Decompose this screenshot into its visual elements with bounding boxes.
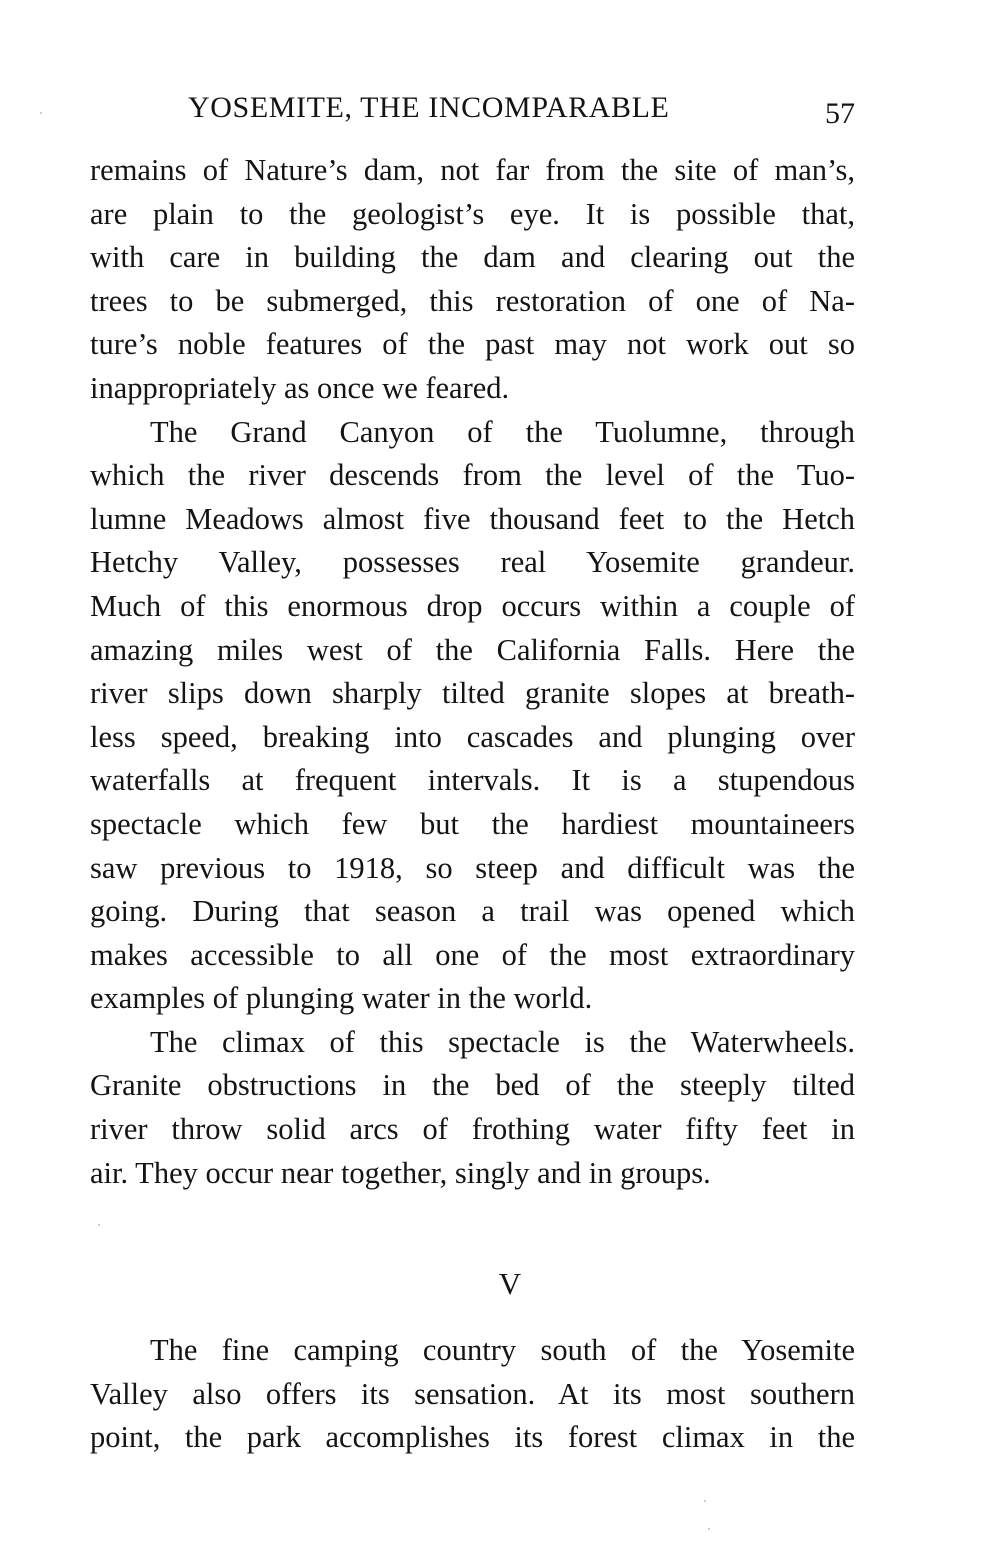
scan-speck <box>708 1528 710 1530</box>
page-number: 57 <box>825 97 855 130</box>
running-head <box>90 86 855 130</box>
text-line: The Grand Canyon of the Tuolumne, through <box>150 414 855 449</box>
text-line: point, the park accomplishes its forest climax in the <box>90 1420 855 1455</box>
text-line: makes accessible to all one of the most extraordinary <box>90 937 855 972</box>
text-line: amazing miles west of the California Falls. Here the <box>90 632 855 667</box>
text-line: which the river descends from the level of the Tuo- <box>90 458 855 493</box>
text-line: spectacle which few but the hardiest mountaineers <box>90 806 855 841</box>
paragraph-camping-country <box>90 1329 855 1460</box>
text-line: with care in building the dam and clearing out the <box>90 240 855 275</box>
running-title: YOSEMITE, THE INCOMPARABLE <box>188 91 670 124</box>
paragraph-waterwheels <box>90 1021 855 1195</box>
text-line: Valley also offers its sensation. At its most southern <box>90 1376 855 1411</box>
scan-speck <box>40 112 42 114</box>
text-line: Hetchy Valley, possesses real Yosemite grandeur. <box>90 545 855 580</box>
section-heading: V <box>498 1266 522 1301</box>
text-line: ture’s noble features of the past may not work out so <box>90 327 855 362</box>
text-line: examples of plunging water in the world. <box>90 981 593 1016</box>
text-line: remains of Nature’s dam, not far from the site of man’s, <box>90 153 855 187</box>
text-line: are plain to the geologist’s eye. It is possible that, <box>90 196 855 231</box>
body-text <box>90 149 855 1195</box>
scan-speck <box>704 1500 706 1502</box>
scan-speck <box>98 1224 100 1226</box>
paragraph-grand-canyon <box>90 411 855 1021</box>
text-line: less speed, breaking into cascades and plunging over <box>90 719 855 754</box>
text-line: Much of this enormous drop occurs within a couple of <box>90 588 855 623</box>
text-line: waterfalls at frequent intervals. It is a stupendous <box>90 763 855 798</box>
text-line: river throw solid arcs of frothing water fifty feet in <box>90 1112 855 1147</box>
text-line: The fine camping country south of the Yosemite <box>150 1333 855 1367</box>
text-line: river slips down sharply tilted granite slopes at breath- <box>90 676 855 711</box>
text-line: Granite obstructions in the bed of the steeply tilted <box>90 1068 855 1103</box>
text-line: saw previous to 1918, so steep and difficult was the <box>90 850 855 885</box>
section-body-text <box>90 1329 855 1460</box>
paragraph-dam-remains <box>90 149 855 411</box>
text-line: going. During that season a trail was opened which <box>90 894 855 929</box>
text-line: lumne Meadows almost five thousand feet to the Hetch <box>90 501 855 536</box>
text-line: trees to be submerged, this restoration of one of Na- <box>90 283 855 318</box>
text-line: air. They occur near together, singly and in groups. <box>90 1155 711 1190</box>
text-line: inappropriately as once we feared. <box>90 370 510 405</box>
text-line: The climax of this spectacle is the Waterwheels. <box>150 1024 855 1059</box>
